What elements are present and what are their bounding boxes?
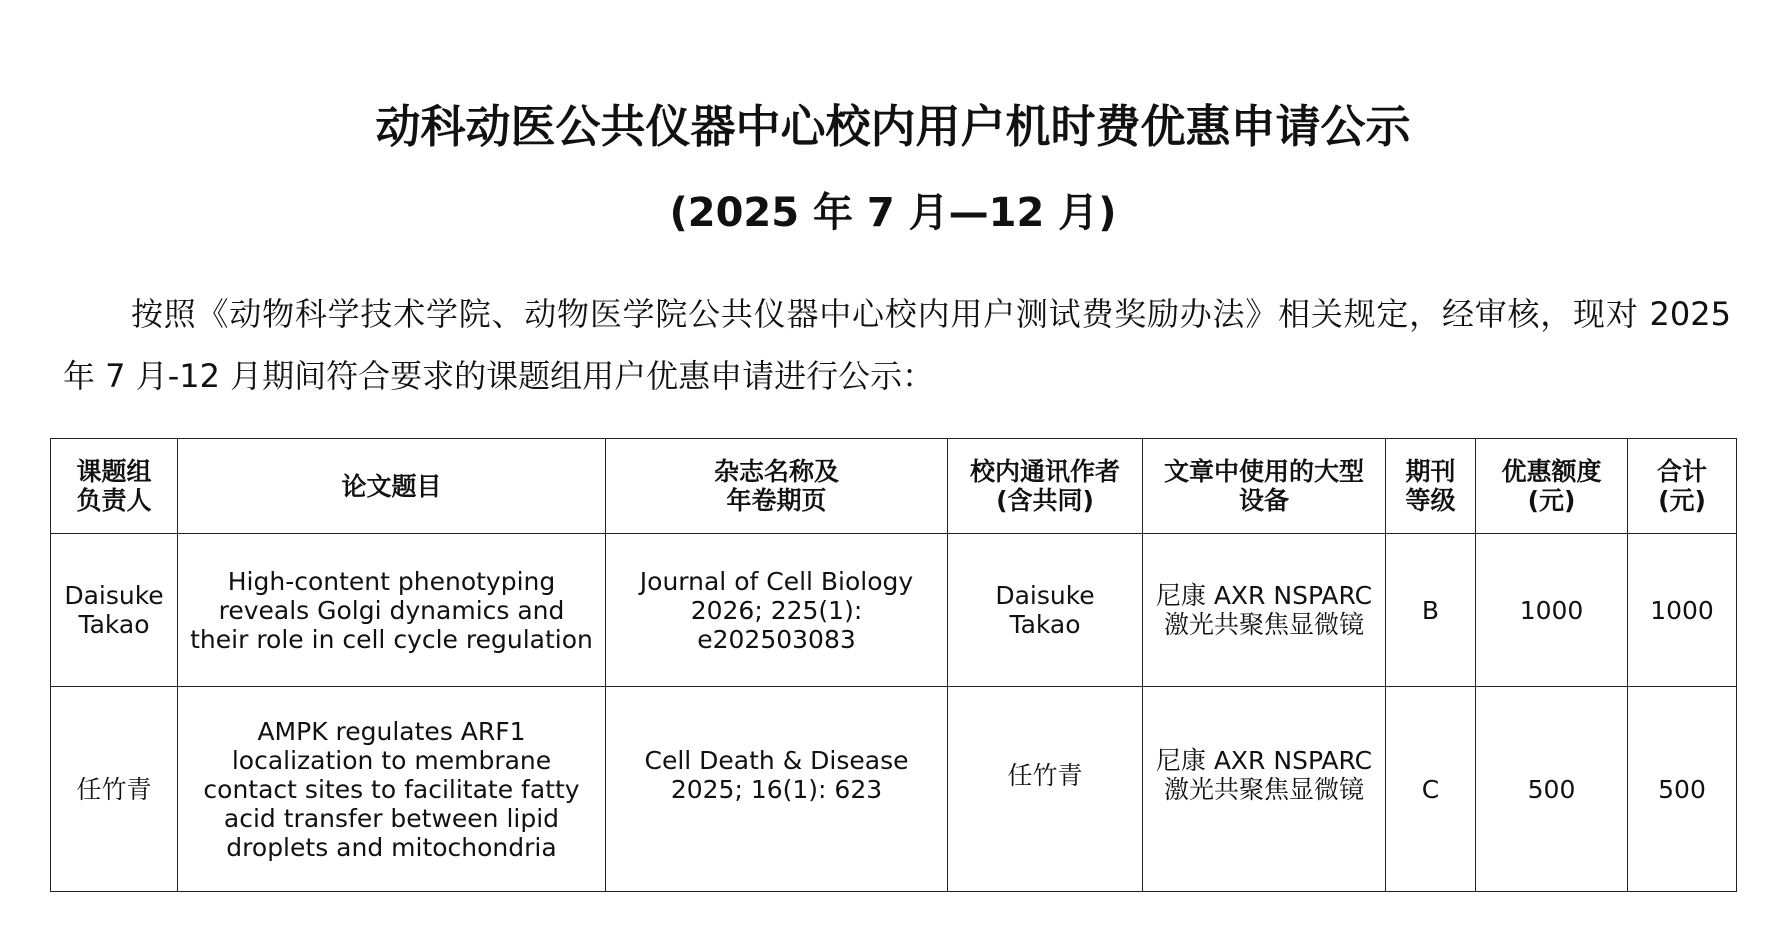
cell-author: 任竹青	[948, 687, 1143, 892]
header-equipment: 文章中使用的大型 设备	[1143, 439, 1386, 534]
cell-discount: 1000	[1476, 534, 1628, 687]
cell-journal: Cell Death & Disease 2025; 16(1): 623	[606, 687, 948, 892]
header-author: 校内通讯作者 (含共同)	[948, 439, 1143, 534]
cell-paper-title: High-content phenotyping reveals Golgi dynamics and their role in cell cycle regulation	[178, 534, 606, 687]
cell-total: 500	[1628, 687, 1737, 892]
cell-leader: Daisuke Takao	[51, 534, 178, 687]
cell-equipment: 尼康 AXR NSPARC 激光共聚焦显微镜	[1143, 687, 1386, 892]
cell-journal: Journal of Cell Biology 2026; 225(1): e202503083	[606, 534, 948, 687]
cell-discount: 500	[1476, 687, 1628, 892]
page-subtitle: (2025 年 7 月—12 月)	[669, 190, 1117, 236]
cell-paper-title: AMPK regulates ARF1 localization to membrane contact sites to facilitate fatty acid transfer between lipid droplets and mitochondria	[178, 687, 606, 892]
cell-total: 1000	[1628, 534, 1737, 687]
discount-table	[50, 438, 1737, 892]
header-grade: 期刊 等级	[1386, 439, 1476, 534]
header-total: 合计 (元)	[1628, 439, 1737, 534]
cell-grade: C	[1386, 687, 1476, 892]
cell-author: Daisuke Takao	[948, 534, 1143, 687]
cell-grade: B	[1386, 534, 1476, 687]
header-discount: 优惠额度 (元)	[1476, 439, 1628, 534]
page-title: 动科动医公共仪器中心校内用户机时费优惠申请公示	[375, 100, 1411, 153]
cell-equipment: 尼康 AXR NSPARC 激光共聚焦显微镜	[1143, 534, 1386, 687]
table-header-row	[51, 439, 1737, 534]
header-journal: 杂志名称及 年卷期页	[606, 439, 948, 534]
table-row	[51, 687, 1737, 892]
header-paper-title: 论文题目	[178, 439, 606, 534]
header-leader: 课题组 负责人	[51, 439, 178, 534]
table-row	[51, 534, 1737, 687]
cell-leader: 任竹青	[51, 687, 178, 892]
intro-paragraph: 按照《动物科学技术学院、动物医学院公共仪器中心校内用户测试费奖励办法》相关规定，经审核，现对 2025 年 7 月-12 月期间符合要求的课题组用户优惠申请进行公示：	[63, 295, 1731, 395]
